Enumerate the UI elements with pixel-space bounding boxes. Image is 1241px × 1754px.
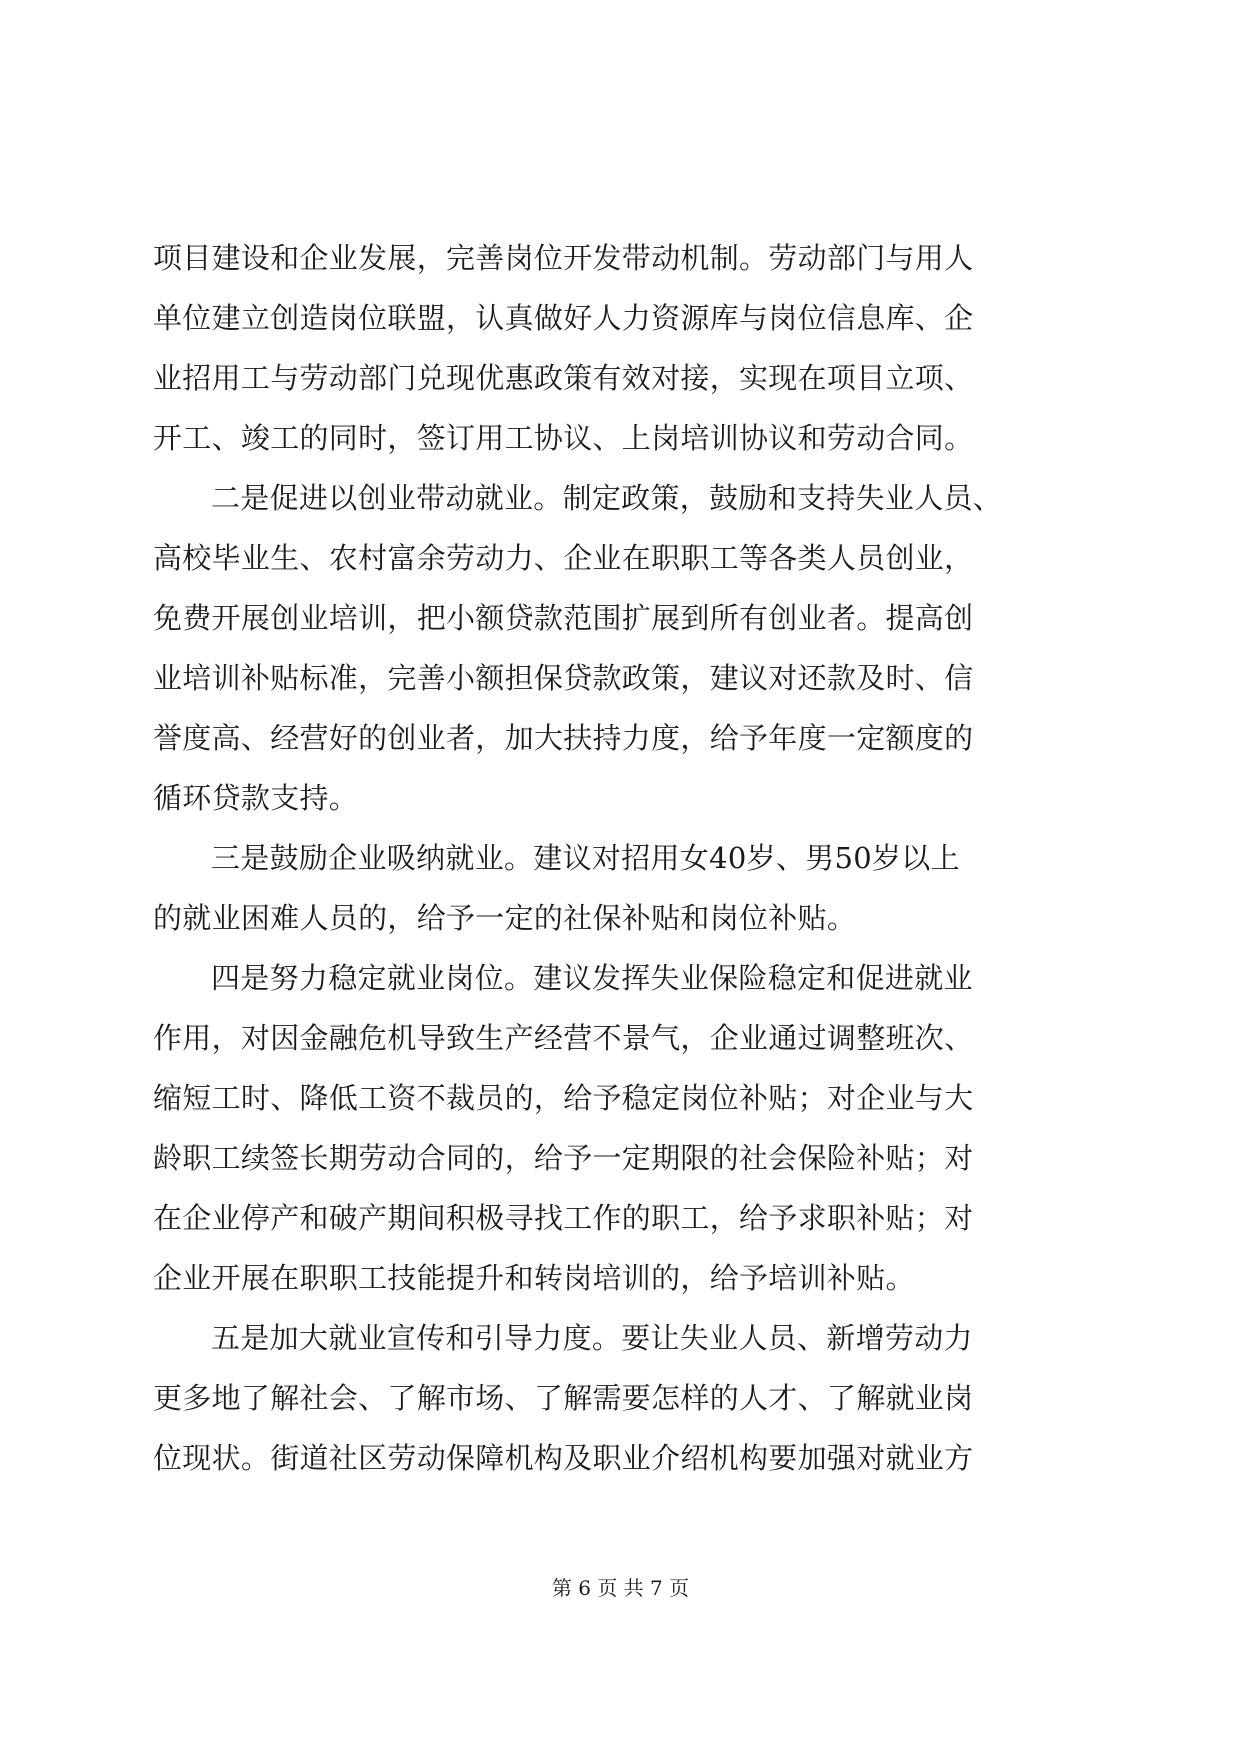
- text-line: 开工、竣工的同时，签订用工协议、上岗培训协议和劳动合同。: [153, 421, 974, 455]
- text-line: 业招用工与劳动部门兑现优惠政策有效对接，实现在项目立项、: [153, 361, 974, 395]
- text-line: 二是促进以创业带动就业。制定政策，鼓励和支持失业人员、: [211, 481, 1003, 515]
- page-number-footer: 第 6 页 共 7 页: [551, 1576, 690, 1600]
- text-line: 誉度高、经营好的创业者，加大扶持力度，给予年度一定额度的: [153, 721, 974, 755]
- text-line: 位现状。街道社区劳动保障机构及职业介绍机构要加强对就业方: [153, 1441, 974, 1475]
- text-line: 五是加大就业宣传和引导力度。要让失业人员、新增劳动力: [211, 1321, 973, 1355]
- text-line: 龄职工续签长期劳动合同的，给予一定期限的社会保险补贴；对: [153, 1141, 974, 1175]
- text-line: 项目建设和企业发展，完善岗位开发带动机制。劳动部门与用人: [153, 241, 974, 275]
- text-line: 免费开展创业培训，把小额贷款范围扩展到所有创业者。提高创: [153, 601, 974, 635]
- text-line: 缩短工时、降低工资不裁员的，给予稳定岗位补贴；对企业与大: [153, 1081, 974, 1115]
- text-line: 的就业困难人员的，给予一定的社保补贴和岗位补贴。: [153, 901, 857, 935]
- text-line: 高校毕业生、农村富余劳动力、企业在职职工等各类人员创业，: [153, 541, 974, 575]
- text-line: 四是努力稳定就业岗位。建议发挥失业保险稳定和促进就业: [211, 961, 973, 995]
- text-line: 三是鼓励企业吸纳就业。建议对招用女40岁、男50岁以上: [211, 841, 960, 875]
- text-line: 单位建立创造岗位联盟，认真做好人力资源库与岗位信息库、企: [153, 301, 974, 335]
- text-line: 在企业停产和破产期间积极寻找工作的职工，给予求职补贴；对: [153, 1201, 974, 1235]
- text-line: 循环贷款支持。: [153, 781, 359, 815]
- text-line: 企业开展在职职工技能提升和转岗培训的，给予培训补贴。: [153, 1261, 915, 1295]
- text-line: 更多地了解社会、了解市场、了解需要怎样的人才、了解就业岗: [153, 1381, 974, 1415]
- text-line: 业培训补贴标准，完善小额担保贷款政策，建议对还款及时、信: [153, 661, 974, 695]
- text-line: 作用，对因金融危机导致生产经营不景气，企业通过调整班次、: [153, 1021, 974, 1055]
